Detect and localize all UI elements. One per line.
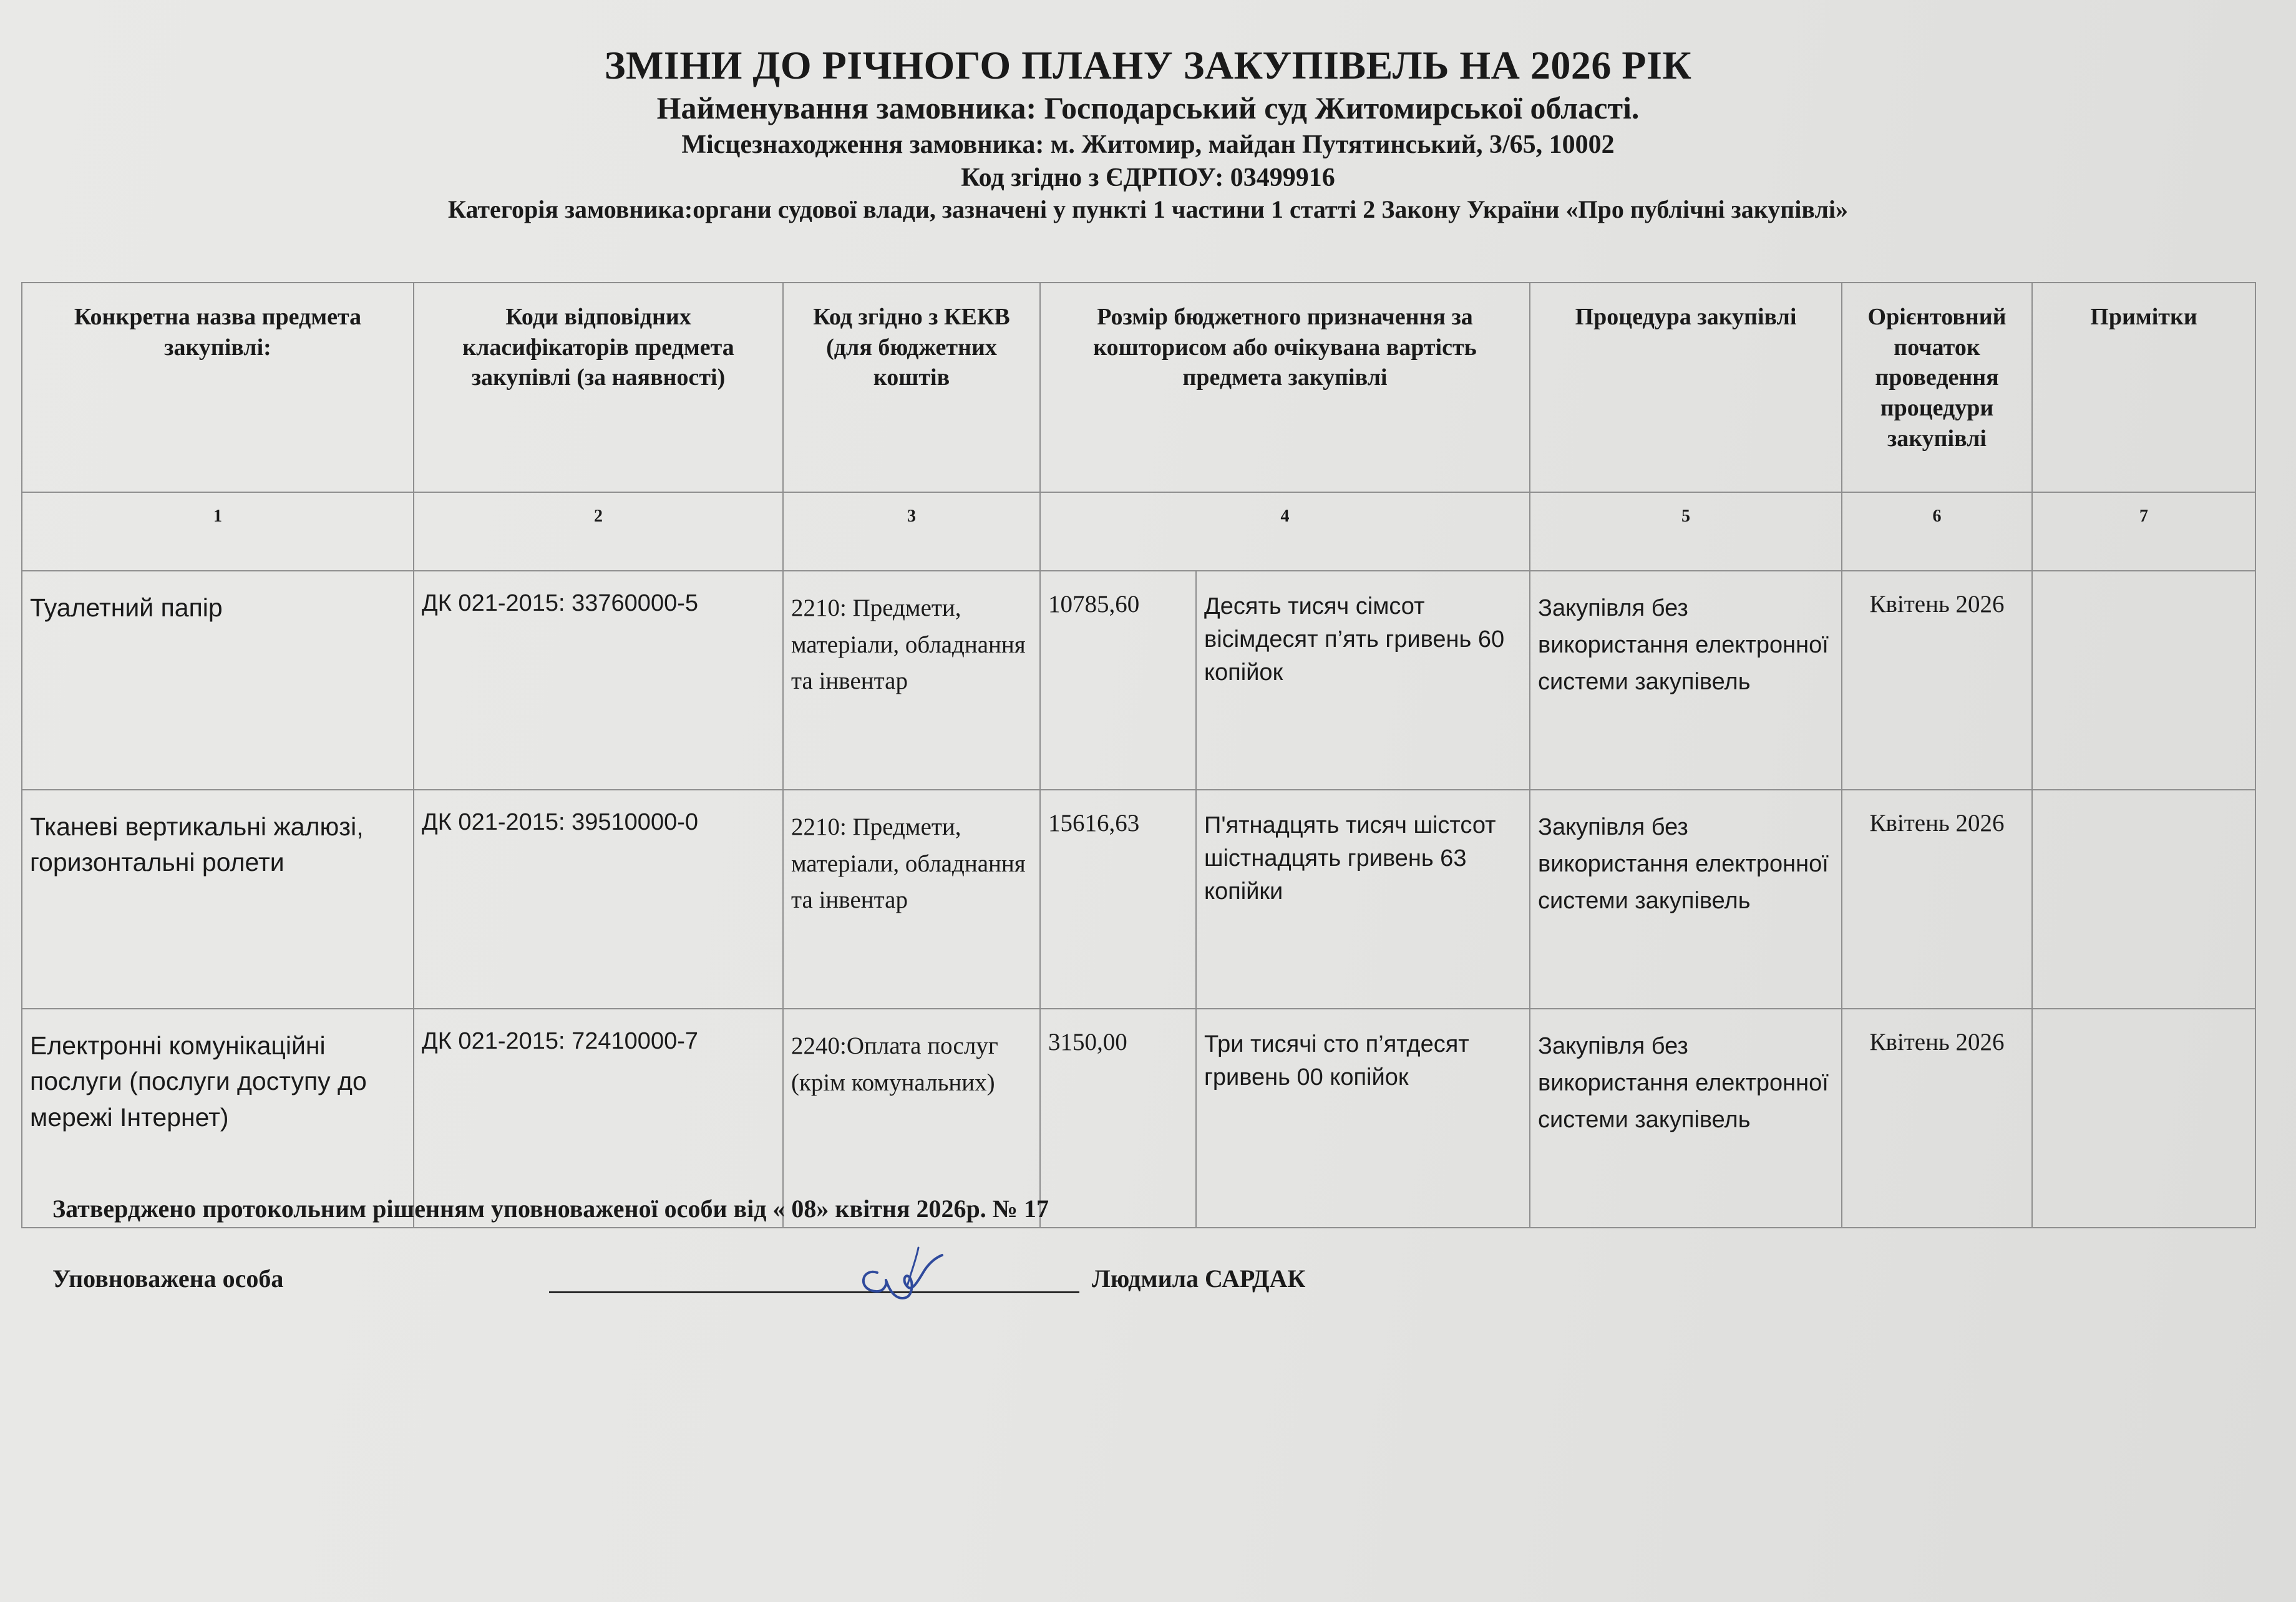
signature-line — [549, 1291, 1079, 1293]
kekv-code: 2240:Оплата послуг (крім комунальних) — [783, 1009, 1040, 1228]
column-number: 1 — [22, 492, 414, 571]
edrpou-code: Код згідно з ЄДРПОУ: 03499916 — [961, 163, 1335, 192]
customer-category: Категорія замовника:органи судової влади, зазначені у пункті 1 частини 1 статті 2 Закону України «Про публічні закупівлі» — [447, 195, 1849, 223]
item-name: Туалетний папір — [22, 571, 414, 790]
procurement-start: Квітень 2026 — [1842, 1009, 2032, 1228]
authorized-person-name: Людмила САРДАК — [1092, 1265, 1306, 1293]
authorized-person-label: Уповноважена особа — [52, 1265, 284, 1293]
budget-amount-words: Десять тисяч сімсот вісімдесят п’ять гривень 60 копійок — [1196, 571, 1530, 790]
column-number: 2 — [414, 492, 783, 571]
budget-amount: 15616,63 — [1040, 790, 1196, 1009]
col-header-kekv: Код згідно з КЕКВ (для бюджетних коштів — [783, 283, 1040, 492]
table-row — [22, 790, 2255, 1009]
budget-amount: 10785,60 — [1040, 571, 1196, 790]
classifier-code: ДК 021-2015: 72410000-7 — [414, 1009, 783, 1228]
classifier-code: ДК 021-2015: 39510000-0 — [414, 790, 783, 1009]
col-header-classifier-code: Коди відповідних класифікаторів предмета закупівлі (за наявності) — [414, 283, 783, 492]
item-name: Тканеві вертикальні жалюзі, горизонтальні ролети — [22, 790, 414, 1009]
procurement-procedure: Закупівля без використання електронної системи закупівель — [1530, 1009, 1842, 1228]
document-title: ЗМІНИ ДО РІЧНОГО ПЛАНУ ЗАКУПІВЕЛЬ НА 2026 РІК — [604, 43, 1692, 87]
column-number: 5 — [1530, 492, 1842, 571]
table-header-row — [22, 283, 2255, 492]
column-number: 4 — [1040, 492, 1530, 571]
approval-statement: Затверджено протокольним рішенням уповноваженої особи від « 08» квітня 2026р. № 17 — [52, 1195, 1049, 1223]
budget-amount-words: Три тисячі сто п’ятдесят гривень 00 копійок — [1196, 1009, 1530, 1228]
column-number: 7 — [2032, 492, 2255, 571]
notes-cell — [2032, 571, 2255, 790]
col-header-procedure: Процедура закупівлі — [1530, 283, 1842, 492]
kekv-code: 2210: Предмети, матеріали, обладнання та інвентар — [783, 571, 1040, 790]
col-header-notes: Примітки — [2032, 283, 2255, 492]
customer-location: Місцезнаходження замовника: м. Житомир, майдан Путятинський, 3/65, 10002 — [681, 130, 1615, 160]
procurement-plan-table — [21, 282, 2256, 1228]
handwritten-signature — [849, 1235, 961, 1304]
procurement-start: Квітень 2026 — [1842, 571, 2032, 790]
kekv-code: 2210: Предмети, матеріали, обладнання та інвентар — [783, 790, 1040, 1009]
col-header-budget: Розмір бюджетного призначення за кошторисом або очікувана вартість предмета закупівлі — [1040, 283, 1530, 492]
procurement-procedure: Закупівля без використання електронної системи закупівель — [1530, 790, 1842, 1009]
procurement-start: Квітень 2026 — [1842, 790, 2032, 1009]
procurement-procedure: Закупівля без використання електронної системи закупівель — [1530, 571, 1842, 790]
budget-amount-words: П'ятнадцять тисяч шістсот шістнадцять гривень 63 копійки — [1196, 790, 1530, 1009]
column-number-row — [22, 492, 2255, 571]
table-row — [22, 571, 2255, 790]
item-name: Електронні комунікаційні послуги (послуги доступу до мережі Інтернет) — [22, 1009, 414, 1228]
column-number: 3 — [783, 492, 1040, 571]
customer-name: Найменування замовника: Господарський суд Житомирської області. — [656, 90, 1640, 126]
column-number: 6 — [1842, 492, 2032, 571]
classifier-code: ДК 021-2015: 33760000-5 — [414, 571, 783, 790]
notes-cell — [2032, 1009, 2255, 1228]
col-header-start: Орієнтовний початок проведення процедури закупівлі — [1842, 283, 2032, 492]
notes-cell — [2032, 790, 2255, 1009]
document-header — [0, 44, 2296, 223]
col-header-item-name: Конкретна назва предмета закупівлі: — [22, 283, 414, 492]
budget-amount: 3150,00 — [1040, 1009, 1196, 1228]
